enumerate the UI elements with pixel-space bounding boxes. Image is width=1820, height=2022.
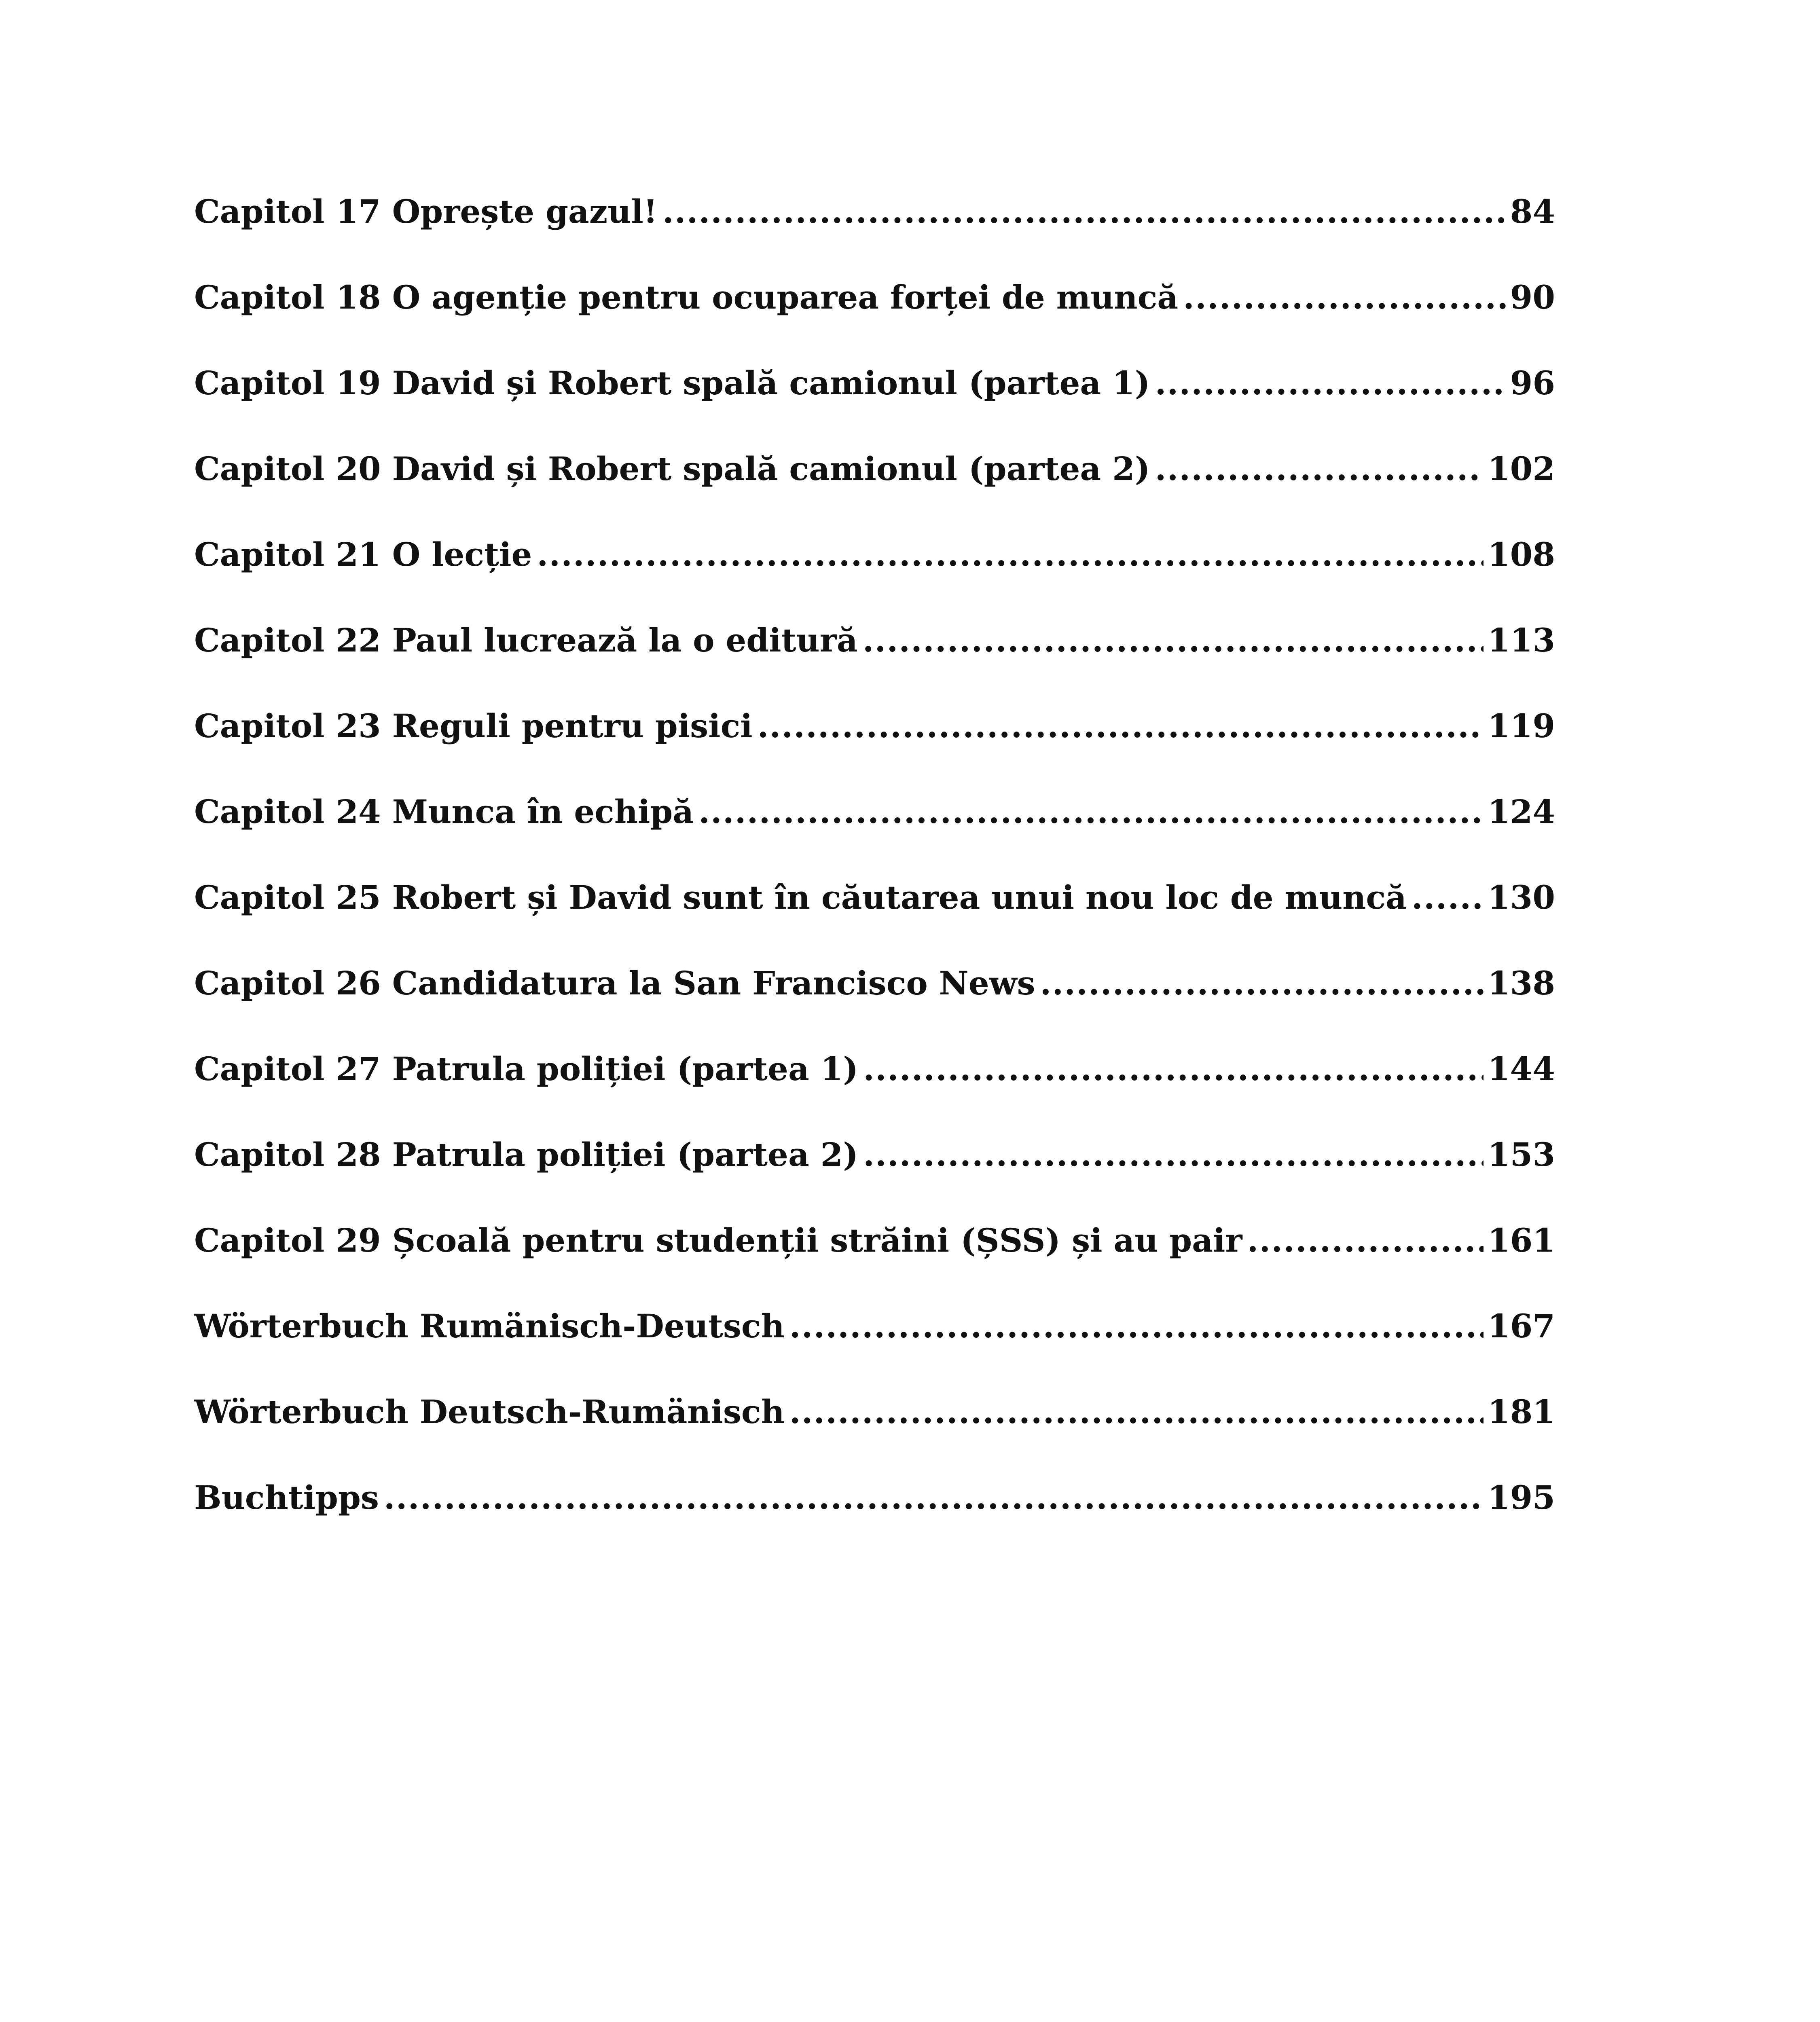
toc-entry-page: 167 xyxy=(1488,1307,1555,1345)
dot-leader xyxy=(1155,450,1484,488)
toc-entry-title: Wörterbuch Rumänisch-Deutsch xyxy=(194,1307,785,1345)
toc-entry-page: 153 xyxy=(1488,1136,1555,1174)
toc-entry-page: 138 xyxy=(1488,964,1555,1002)
table-of-contents xyxy=(194,192,1555,1564)
toc-entry-title: Wörterbuch Deutsch-Rumänisch xyxy=(194,1393,785,1431)
toc-entry-page: 108 xyxy=(1488,535,1555,573)
dot-leader xyxy=(789,1393,1484,1431)
dot-leader xyxy=(863,621,1484,659)
toc-entry[interactable] xyxy=(194,450,1555,535)
toc-entry-page: 84 xyxy=(1510,192,1555,231)
toc-entry[interactable] xyxy=(194,1221,1555,1307)
dot-leader xyxy=(1412,878,1484,916)
dot-leader xyxy=(1247,1221,1484,1259)
toc-entry-page: 90 xyxy=(1510,278,1555,316)
dot-leader xyxy=(1155,364,1506,402)
toc-entry[interactable] xyxy=(194,1478,1555,1564)
toc-entry-title: Capitol 27 Patrula poliției (partea 1) xyxy=(194,1050,859,1088)
toc-entry-page: 102 xyxy=(1488,450,1555,488)
toc-entry-title: Buchtipps xyxy=(194,1478,379,1516)
toc-entry-page: 113 xyxy=(1488,621,1555,659)
toc-entry[interactable] xyxy=(194,364,1555,450)
toc-entry-title: Capitol 22 Paul lucrează la o editură xyxy=(194,621,858,659)
toc-entry-page: 130 xyxy=(1488,878,1555,916)
dot-leader xyxy=(1040,964,1484,1002)
dot-leader xyxy=(1183,278,1506,316)
toc-entry-page: 181 xyxy=(1488,1393,1555,1431)
toc-entry-title: Capitol 29 Școală pentru studenții străini (ȘSS) și au pair xyxy=(194,1221,1242,1259)
toc-entry[interactable] xyxy=(194,1307,1555,1393)
toc-entry-page: 119 xyxy=(1488,707,1555,745)
toc-entry[interactable] xyxy=(194,192,1555,278)
toc-entry-page: 161 xyxy=(1488,1221,1555,1259)
dot-leader xyxy=(758,707,1484,745)
dot-leader xyxy=(789,1307,1484,1345)
toc-entry[interactable] xyxy=(194,621,1555,707)
dot-leader xyxy=(698,793,1484,831)
toc-entry-title: Capitol 25 Robert și David sunt în căutarea unui nou loc de muncă xyxy=(194,878,1407,916)
toc-entry-page: 96 xyxy=(1510,364,1555,402)
toc-entry[interactable] xyxy=(194,1050,1555,1136)
toc-entry[interactable] xyxy=(194,964,1555,1050)
toc-entry-page: 144 xyxy=(1488,1050,1555,1088)
toc-entry-title: Capitol 26 Candidatura la San Francisco News xyxy=(194,964,1035,1002)
toc-entry-title: Capitol 20 David și Robert spală camionul (partea 2) xyxy=(194,450,1150,488)
toc-entry-title: Capitol 18 O agenție pentru ocuparea forței de muncă xyxy=(194,278,1179,316)
toc-entry-title: Capitol 17 Oprește gazul! xyxy=(194,192,658,231)
dot-leader xyxy=(662,192,1506,231)
toc-entry-title: Capitol 28 Patrula poliției (partea 2) xyxy=(194,1136,859,1174)
toc-entry[interactable] xyxy=(194,878,1555,964)
dot-leader xyxy=(863,1136,1484,1174)
toc-entry[interactable] xyxy=(194,1393,1555,1478)
dot-leader xyxy=(863,1050,1484,1088)
dot-leader xyxy=(384,1478,1484,1516)
toc-entry-title: Capitol 23 Reguli pentru pisici xyxy=(194,707,753,745)
toc-entry-title: Capitol 21 O lecție xyxy=(194,535,532,573)
toc-entry-page: 124 xyxy=(1488,793,1555,831)
toc-entry-title: Capitol 19 David și Robert spală camionul (partea 1) xyxy=(194,364,1150,402)
toc-entry-page: 195 xyxy=(1488,1478,1555,1516)
toc-entry[interactable] xyxy=(194,535,1555,621)
dot-leader xyxy=(537,535,1484,573)
toc-entry[interactable] xyxy=(194,707,1555,793)
toc-entry[interactable] xyxy=(194,793,1555,878)
toc-entry-title: Capitol 24 Munca în echipă xyxy=(194,793,694,831)
toc-entry[interactable] xyxy=(194,278,1555,364)
toc-entry[interactable] xyxy=(194,1136,1555,1221)
